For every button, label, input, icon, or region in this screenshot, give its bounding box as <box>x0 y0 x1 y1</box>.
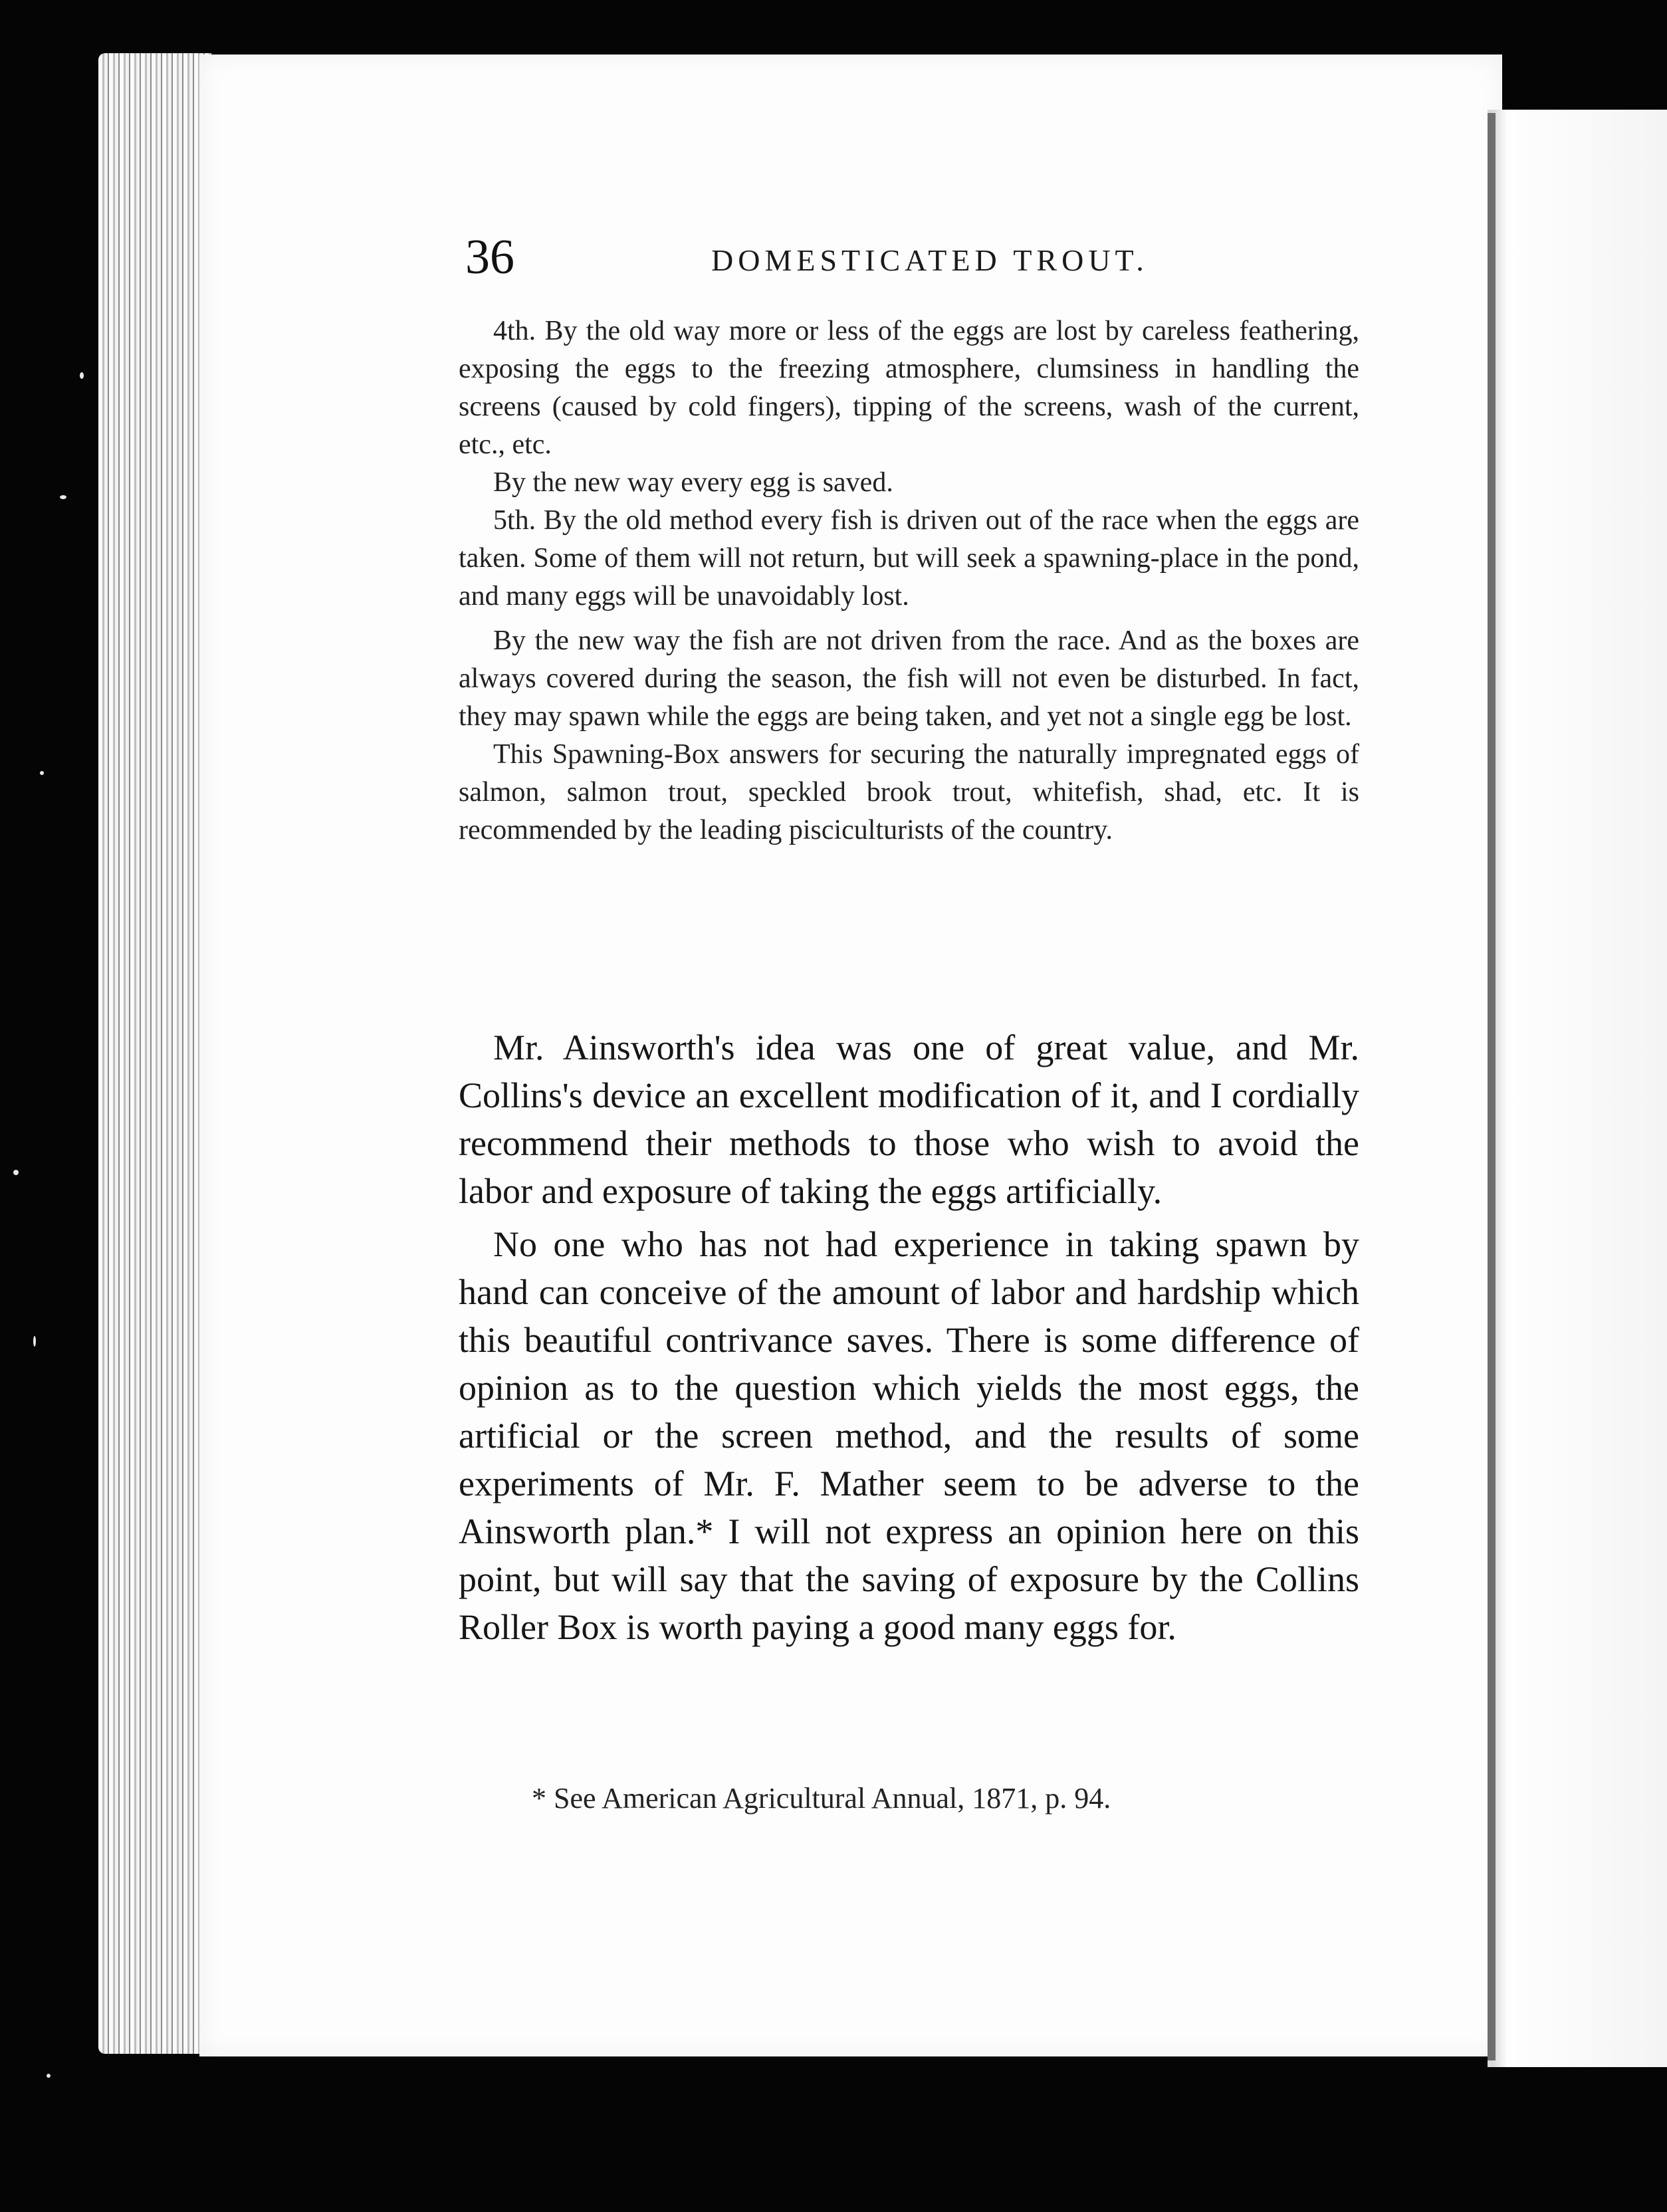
scan-speck <box>33 1336 36 1347</box>
facing-page-edge <box>1488 110 1667 2067</box>
gutter-shadow <box>1488 113 1496 2060</box>
paragraph: Mr. Ainsworth's idea was one of great value, and Mr. Collins's device an excellent modification of it, and I cordially recommend their methods to those who wish to avoid the labor and exposure of taking the eggs artificially. <box>459 1028 1359 1211</box>
book-page-edges <box>98 53 211 2054</box>
footnote: * See American Agricultural Annual, 1871, p. 94. <box>532 1782 1111 1815</box>
paragraph: By the new way every egg is saved. <box>493 467 893 498</box>
scan-speck <box>40 771 44 775</box>
scan-speck <box>80 372 84 379</box>
page-number: 36 <box>465 230 514 284</box>
scan-speck <box>47 2074 51 2078</box>
paragraph: 4th. By the old way more or less of the eggs are lost by careless feathering, exposing the eggs to the freezing atmosphere, clumsiness in handling the screens (caused by cold fingers), tipping of the screens, wash of the current, etc., etc. <box>459 316 1359 460</box>
main-text <box>459 1024 1359 1656</box>
paragraph: 5th. By the old method every fish is driven out of the race when the eggs are taken. Some of them will not return, but will seek a spawning-place in the pond, and many eggs will be unavoidably lost. <box>459 505 1359 611</box>
scan-speck <box>60 495 66 499</box>
paragraph: By the new way the fish are not driven from the race. And as the boxes are always covered during the season, the fish will not even be disturbed. In fact, they may spawn while the eggs are being taken, and yet not a single egg be lost. <box>459 625 1359 732</box>
running-head: DOMESTICATED TROUT. <box>711 243 1149 277</box>
quoted-circular <box>459 312 1359 849</box>
paragraph: No one who has not had experience in taking spawn by hand can conceive of the amount of labor and hardship which this beautiful contrivance saves. There is some difference of opinion as to the question which yields the most eggs, the artificial or the screen method, and the results of some experiments of Mr. F. Mather seem to be adverse to the Ainsworth plan.* I will not express an opinion here on this point, but will say that the saving of exposure by the Collins Roller Box is worth paying a good many eggs for. <box>459 1224 1359 1647</box>
page-header <box>465 229 1363 289</box>
paragraph: This Spawning-Box answers for securing the naturally impregnated eggs of salmon, salmon trout, speckled brook trout, whitefish, shad, etc. It is recommended by the leading pisciculturists of the country. <box>459 739 1359 845</box>
scan-speck <box>13 1170 19 1175</box>
